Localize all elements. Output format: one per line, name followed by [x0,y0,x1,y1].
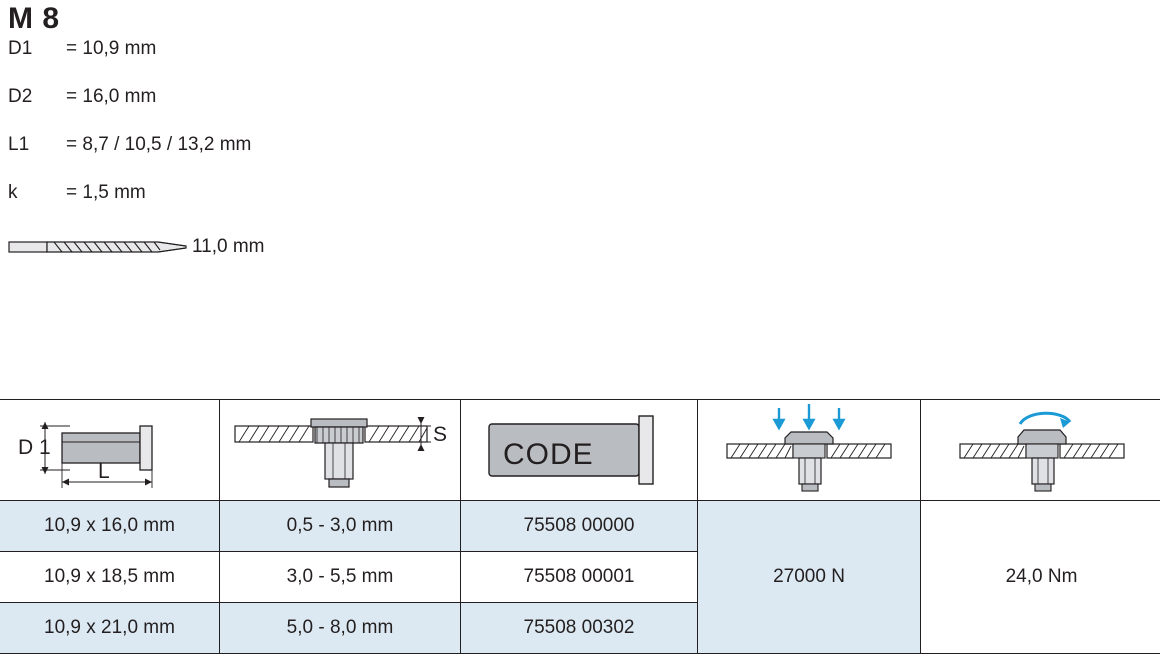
rivet-nut-code-icon [469,402,689,498]
specification-block [0,0,560,264]
cell-dimension: 10,9 x 16,0 mm [0,501,220,552]
spec-row-l1 [8,134,560,182]
torque-rotation-icon [942,402,1142,498]
cell-force: 27000 N [698,501,921,654]
spec-value-k: = 1,5 mm [66,182,146,203]
cell-grip: 5,0 - 8,0 mm [220,603,461,654]
rivet-nut-dimension-icon [10,402,210,498]
spec-key-d2: D2 [8,86,33,107]
drill-bit-icon [8,237,190,257]
svg-text:D 1: D 1 [17,436,51,459]
spec-key-d1: D1 [8,38,33,59]
cell-grip: 0,5 - 3,0 mm [220,501,461,552]
table-row [0,501,1160,552]
cell-dimension: 10,9 x 18,5 mm [0,552,220,603]
code-label: CODE [503,438,594,471]
drill-diameter-row [8,230,560,264]
header-cell-code [461,400,698,501]
spec-row-d1 [8,38,560,86]
tensile-force-icon [709,402,909,498]
rivet-nut-installed-grip-icon [225,402,455,498]
cell-code: 75508 00302 [461,603,698,654]
cell-grip: 3,0 - 5,5 mm [220,552,461,603]
product-table [0,399,1160,654]
spec-row-d2 [8,86,560,134]
cell-code: 75508 00001 [461,552,698,603]
header-cell-grip [220,400,461,501]
spec-value-l1: = 8,7 / 10,5 / 13,2 mm [66,134,252,155]
spec-key-k: k [8,182,18,203]
header-cell-force [698,400,921,501]
cell-code: 75508 00000 [461,501,698,552]
svg-text:S: S [433,423,448,446]
cell-torque: 24,0 Nm [921,501,1160,654]
cell-dimension: 10,9 x 21,0 mm [0,603,220,654]
header-cell-torque [921,400,1160,501]
spec-row-k [8,182,560,230]
spec-key-l1: L1 [8,134,30,155]
header-cell-dimension [0,400,220,501]
spec-value-d1: = 10,9 mm [66,38,157,59]
drill-diameter-value: 11,0 mm [192,236,265,257]
svg-text:L: L [97,460,110,483]
page-title: M 8 [8,2,60,35]
spec-value-d2: = 16,0 mm [66,86,157,107]
table-header-row [0,400,1160,501]
